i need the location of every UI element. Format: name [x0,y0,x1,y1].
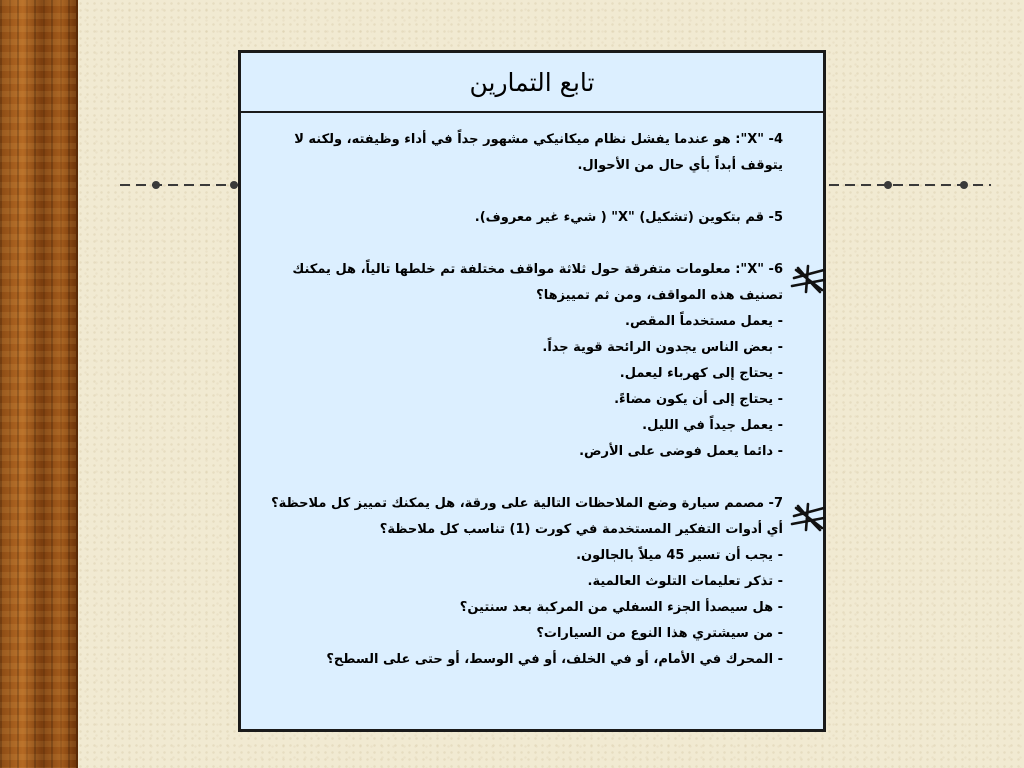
dashed-divider-left [120,184,238,186]
exercise-6-item: - يحتاج إلى كهرباء ليعمل. [619,366,783,381]
exercise-7-item: - المحرك في الأمام، أو في الخلف، أو في الوسط، أو حتى على السطح؟ [326,652,783,667]
exercise-6-item: - بعض الناس يجدون الرائحة قوية جداً. [542,340,783,355]
divider-dot-icon [152,181,160,189]
exercise-4: 4- "X": هو عندما يفشل نظام ميكانيكي مشهور جداً في أداء وظيفته، ولكنه لا يتوقف أبداً بأي حال من الأحوال. [294,132,783,173]
exercise-7-item: - يجب أن تسير 45 ميلاً بالجالون. [576,548,783,563]
exercise-6-item: - يعمل جيداً في الليل. [642,418,783,433]
hand-drawn-star-icon [790,264,826,294]
exercise-7-item: - هل سيصدأ الجزء السفلي من المركبة بعد سنتين؟ [459,600,783,615]
exercise-7: 7- مصمم سيارة وضع الملاحظات التالية على ورقة، هل يمكنك تمييز كل ملاحظة؟ أي أدوات التفكير المستخدمة في كورت (1) تناسب كل ملاحظة؟ [271,496,783,537]
exercise-6-item: - دائما يعمل فوضى على الأرض. [579,444,783,459]
exercise-5: 5- قم بتكوين (تشكيل) "X" ( شيء غير معروف). [474,210,783,225]
divider-dot-icon [230,181,238,189]
slide-title: تابع التمارين [469,67,595,97]
exercise-6-item: - يحتاج إلى أن يكون مضاءً. [614,392,783,407]
slide-panel [238,50,826,732]
exercise-7-item: - تذكر تعليمات التلوث العالمية. [587,574,783,589]
exercise-6: 6- "X": معلومات متفرقة حول ثلاثة مواقف مختلفة تم خلطها تالياً، هل يمكنك تصنيف هذه المواقف، ومن ثم تمييزها؟ [292,262,783,303]
divider-dot-icon [884,181,892,189]
title-bar [241,53,823,113]
exercise-7-item: - من سيشتري هذا النوع من السيارات؟ [536,626,783,641]
hand-drawn-star-icon [790,502,826,532]
wood-border [0,0,78,768]
exercise-6-item: - يعمل مستخدماً المقص. [625,314,783,329]
exercise-list [241,113,823,673]
divider-dot-icon [960,181,968,189]
